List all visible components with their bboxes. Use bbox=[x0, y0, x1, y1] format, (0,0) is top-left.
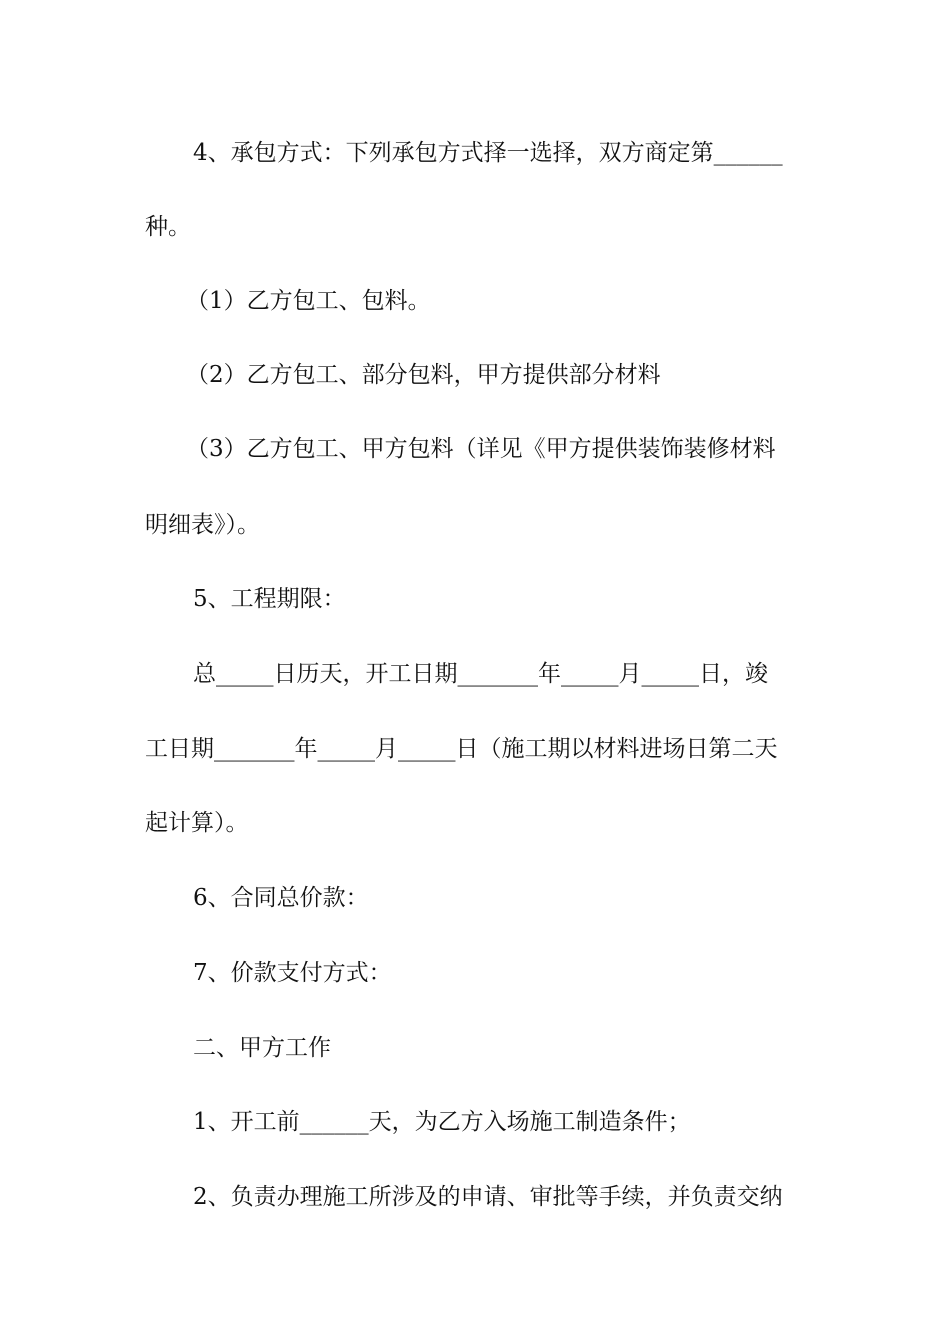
option-3: （3）乙方包工、甲方包料（详见《甲方提供装饰装修材料 bbox=[186, 436, 776, 462]
party-a-duty-1: 1、开工前______天，为乙方入场施工制造条件； bbox=[193, 1109, 691, 1135]
option-3-continuation: 明细表》）。 bbox=[145, 512, 260, 538]
clause-7-payment-method: 7、价款支付方式： bbox=[193, 960, 392, 986]
option-2: （2）乙方包工、部分包料，甲方提供部分材料 bbox=[186, 362, 661, 388]
party-a-duty-2: 2、负责办理施工所涉及的申请、审批等手续，并负责交纳 bbox=[193, 1184, 783, 1210]
clause-4-continuation: 种。 bbox=[145, 214, 191, 240]
completion-date-continuation: 起计算）。 bbox=[145, 810, 249, 836]
completion-date: 工日期_______年_____月_____日（施工期以材料进场日第二天 bbox=[145, 736, 778, 762]
duration-dates: 总_____日历天，开工日期_______年_____月_____日，竣 bbox=[193, 661, 768, 687]
clause-6-total-price: 6、合同总价款： bbox=[193, 885, 369, 911]
option-1: （1）乙方包工、包料。 bbox=[186, 288, 431, 314]
section-2-heading: 二、甲方工作 bbox=[193, 1035, 331, 1061]
clause-4-contract-method: 4、承包方式：下列承包方式择一选择，双方商定第______ bbox=[193, 140, 783, 166]
clause-5-duration: 5、工程期限： bbox=[193, 586, 346, 612]
